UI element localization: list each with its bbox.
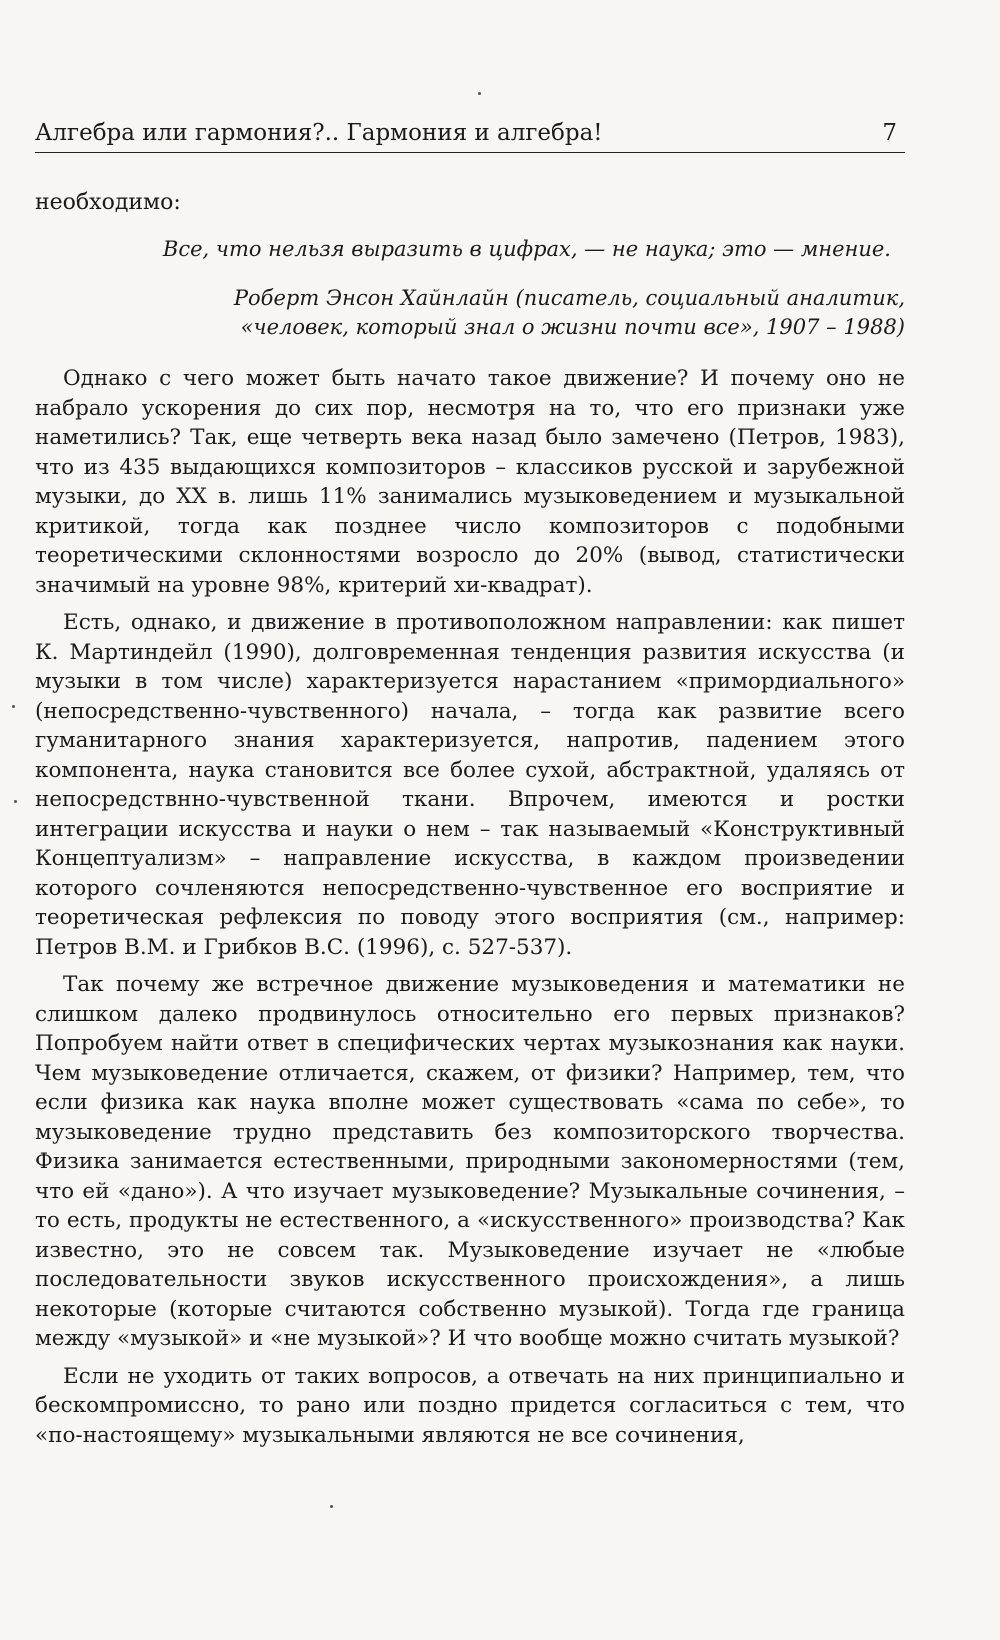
epigraph-attribution [35, 284, 905, 342]
paragraph: Однако с чего может быть начато такое движение? И почему оно не набрало ускорения до сих пор, несмотря на то, что его признаки уже наметились? Так, еще четверть века назад было замечено (Петров, 1983), что из 435 выдающихся композиторов – классиков русской и зарубежной музыки, до XX в. лишь 11% занимались музыковедением и музыкальной критикой, тогда как позднее число композиторов с подобными теоретическими склонностями возросло до 20% (вывод, статистически значимый на уровне 98%, критерий хи-квадрат). [35, 366, 905, 598]
scan-speck [478, 92, 481, 95]
running-title: Алгебра или гармония?.. Гармония и алгебра! [35, 120, 603, 146]
attribution-line: Роберт Энсон Хайнлайн (писатель, социальный аналитик, [233, 286, 905, 310]
paragraph: Если не уходить от таких вопросов, а отвечать на них принципиально и бескомпромиссно, то рано или поздно придется согласиться с тем, что «по-настоящему» музыкальными являются не все сочинения, [35, 1363, 905, 1448]
lead-text: необходимо: [35, 190, 181, 215]
epigraph-quote: Все, что нельзя выразить в цифрах, — не наука; это — мнение. [162, 237, 891, 261]
running-header [35, 118, 905, 153]
paragraph: Есть, однако, и движение в противоположном направлении: как пишет К. Мартиндейл (1990), долговременная тенденция развития искусства (и музыки в том числе) характеризуется нарастанием «примордиального» (непосредственно-чувственного) начала, – тогда как развитие всего гуманитарного знания характеризуется, напротив, падением этого компонента, наука становится все более сухой, абстрактной, удаляясь от непосредствнно-чувственной ткани. Впрочем, имеются и ростки интеграции искусства и науки о нем – так называемый «Конструктивный Концептуализм» – направление искусства, в каждом произведении которого сочленяются непосредственно-чувственное его восприятие и теоретическая рефлексия по поводу этого восприятия (см., например: Петров В.М. и Грибков В.С. (1996), с. 527-537). [35, 610, 905, 960]
scan-speck [14, 800, 17, 803]
page-number: 7 [882, 120, 897, 146]
attribution-line: «человек, который знал о жизни почти все», 1907 – 1988) [240, 315, 905, 339]
scan-speck [12, 705, 15, 708]
body-text [35, 364, 905, 1450]
scan-speck [330, 1505, 333, 1508]
paragraph: Так почему же встречное движение музыковедения и математики не слишком далеко продвинулось относительно его первых признаков? Попробуем найти ответ в специфических чертах музыкознания как науки. Чем музыковедение отличается, скажем, от физики? Например, тем, что если физика как наука вполне может существовать «сама по себе», то музыковедение трудно представить без композиторского творчества. Физика занимается естественными, природными закономерностями (тем, что ей «дано»). А что изучает музыковедение? Музыкальные сочинения, – то есть, продукты не естественного, а «искусственного» производства? Как известно, это не совсем так. Музыковедение изучает не «любые последовательности звуков искусственного происхождения», а лишь некоторые (которые считаются собственно музыкой). Тогда где граница между «музыкой» и «не музыкой»? И что вообще можно считать музыкой? [35, 972, 905, 1351]
book-page [35, 118, 905, 1458]
epigraph [35, 235, 905, 342]
